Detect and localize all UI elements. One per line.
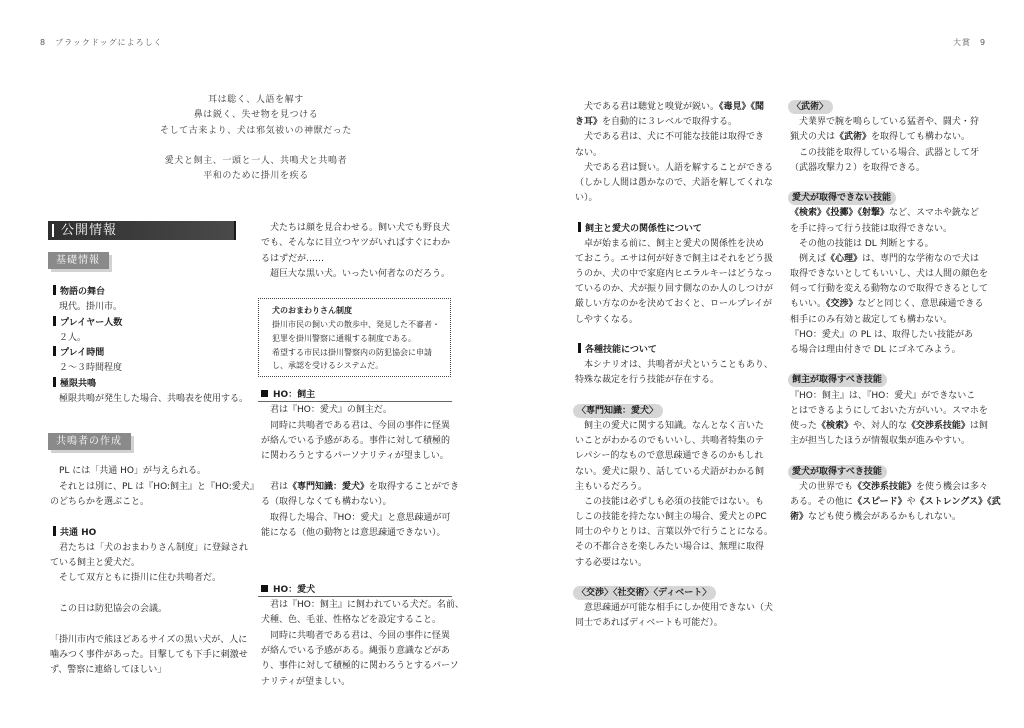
skill-tag: 愛犬が取得できない技能 [788,191,896,205]
paragraph [50,331,250,346]
subheading [50,285,250,300]
paragraph [575,237,775,343]
poem-line: 愛犬と飼主、一頭と一人、共鳴犬と共鳴者 [164,156,348,167]
text-line: り、事件に対して積極的に関わろうとするパーソ [261,661,459,672]
text-line: 噛みつく事件があった。目撃しても下手に刺激せ [50,649,248,660]
text-line: 『HO：飼主』は、『HO：愛犬』ができないこ [790,390,976,401]
text-line: 希望する市民は掛川警察内の防犯協会に申請 [272,347,432,357]
skill-tag-row [575,404,775,419]
intro-poem [130,93,382,185]
paragraph [575,100,775,222]
text-line: ているのか、犬が振り回す側なのか人のしつけが [575,284,774,295]
text-line: （しかし人間は愚かなので、犬語を解してくれな [575,177,773,188]
banner-stripe [52,224,54,237]
text-run: 猟犬の犬は [790,132,836,143]
subheading-text: プレイ時間 [60,348,105,359]
text-line: 特殊な裁定を行う技能が存在する。 [575,375,720,386]
skill-tag-row [790,100,990,115]
bold-term: き耳》 [575,117,603,128]
text-run: を使う機会は多々 [916,481,989,492]
skill-tag: 〈交渉〉〈社交術〉〈ディベート〉 [573,586,716,600]
paragraph [50,464,259,525]
text-line: ナリティが望ましい。 [261,676,351,687]
text-line: 伺って行動を変える動物なので取得できるとして [790,284,989,295]
text-line: 君は『HO：愛犬』の飼主だ。 [261,405,392,416]
text-line [575,328,775,343]
text-line: する必要はない。 [575,557,648,568]
heading-bar-icon [53,316,56,326]
heading-bar-icon [578,222,581,232]
section-title-banner [48,221,238,240]
skill-tag: 愛犬が取得すべき技能 [788,465,887,479]
subheading-text: 共通 HO [60,527,97,538]
running-title-left: ブラックドッグによろしく [55,38,163,47]
skill-tag: 飼主が取得すべき技能 [788,373,887,387]
text-line: 厳しい方なのかを決めておくと、ロールプレイが [575,299,773,310]
text-line: が絡んでいる予感がある。事件に対して積極的 [261,436,451,447]
paragraph [50,541,250,679]
text-line [575,100,775,115]
text-line [790,206,990,221]
subheading [50,377,250,392]
text-line: が絡んでいる予感がある。縄張り意識などがあ [261,645,451,656]
bold-term: 《専門知識：愛犬》 [288,481,370,492]
text-run: を取得することができ [369,481,460,492]
bold-term: 《ストレングス》《武 [915,496,1001,507]
text-line: 同時に共鳴者である君は、今回の事件に怪異 [261,630,451,641]
running-title-right: 大賞 [953,38,971,47]
text-line: しやすくなる。 [575,314,639,325]
text-line: 卓が始まる前に、飼主と愛犬の関係性を決め [575,238,765,249]
square-bullet-icon [261,585,268,592]
bold-term: 術》 [790,512,809,523]
skill-tag: 〈武術〉 [788,100,833,114]
text-run: などと同じく、意思疎通できる [857,299,984,310]
text-line [575,571,775,586]
subheading [575,343,775,358]
text-line: とはできるようにしておいた方がいい。スマホを [790,405,988,416]
text-line: ている飼主と愛犬だ。 [50,558,141,569]
poem-line [130,139,382,154]
bold-term: 《検索》《投擲》《射撃》 [790,208,890,219]
column-right-page-1 [575,100,775,632]
poem-line: 耳は聡く、人語を解す [208,95,304,105]
text-line: 極限共鳴が発生した場合、共鳴表を使用する。 [50,394,249,405]
paragraph [790,389,990,465]
column-left-page-1 [50,252,259,679]
bold-term: 《交渉系技能》 [906,420,970,431]
bold-term: 《毒見》《聞 [719,102,765,112]
text-run: 犬である君は聴覚と嗅覚が鋭い。 [575,102,720,112]
info-box-title: 犬のおまわりさん制度 [272,306,352,316]
text-line [50,617,250,632]
text-line: 犬業界で腕を鳴らしている猛者や、闘犬・狩 [790,117,979,128]
text-line: 主もいるだろう。 [575,481,648,492]
text-line: い）。 [575,193,598,204]
text-line: PL には「共通 HO」が与えられる。 [50,466,207,477]
text-run: 犬の世界でも [790,481,854,492]
text-line: ２～３時間程度 [50,363,123,374]
text-line: 相手にのみ有効と裁定しても構わない。 [790,314,953,325]
paragraph [50,392,250,407]
subheading [50,316,250,331]
bold-term: 《検索》 [817,420,854,431]
text-line: 同時に共鳴者である君は、今回の事件に怪異 [261,420,451,431]
text-line [790,449,990,464]
section-label: 共鳴者の作成 [48,433,131,450]
text-run: 使った [790,420,818,431]
skill-tag-row [575,586,775,601]
text-line: ておこう。エサは何が好きで飼主はそれをどう扱 [575,253,774,264]
text-line: 君は『HO：飼主』に飼われている犬だ。名前、 [261,600,464,611]
text-line: この日は防犯協会の会議。 [50,604,168,615]
text-run: や、対人的な [853,420,907,431]
text-line: でも、そんなに目立つヤツがいればすぐにわか [261,238,451,249]
paragraph [575,358,775,404]
text-line [575,115,775,130]
text-line: 同士であればディベートも可能だ）。 [575,618,723,629]
heading-bar-icon [53,377,56,387]
text-line: 主が担当したほうが情報収集が進みやすい。 [790,436,971,447]
bold-term: 《交渉系技能》 [853,481,917,492]
text-line: それとは別に、PL は『HO:飼主』と『HO:愛犬』 [50,481,259,492]
running-header-left [40,37,163,48]
bold-term: 《交渉》 [826,299,858,310]
text-line: いことがわかるのでもいいし、共鳴者特集のテ [575,436,765,447]
text-line: 本シナリオは、共鳴者が犬ということもあり、 [575,360,773,371]
text-line [790,130,990,145]
text-run: など、スマホや銃など [889,208,979,219]
text-line: レパシー的なもので意思疎通できるのかもしれ [575,451,764,462]
text-line: 掛川市民の飼い犬の散歩中、発見した不審者・ [272,319,440,329]
text-line [50,510,250,525]
text-line [790,176,990,191]
text-line [790,358,990,373]
text-line: し、承認を受けるシステムだ。 [272,361,384,371]
skill-tag-row [790,373,990,388]
text-run: 君は [261,481,289,492]
paragraph [790,206,990,373]
paragraph [790,480,1001,526]
square-bullet-icon [261,390,268,397]
handout-title: HO：飼主 [273,390,316,401]
text-line: 取得できないとしてもいいし、犬は人間の顔色を [790,269,989,280]
text-line: に関わろうとするパーソナリティが望ましい。 [261,451,449,462]
text-line: 取得した場合、『HO：愛犬』と意思疎通が可 [261,512,451,523]
text-line: 同士のやりとりは、言葉以外で行うことになる。 [575,527,774,538]
text-line: 超巨大な黒い犬。いったい何者なのだろう。 [261,268,451,279]
subheading-text: 極限共鳴 [60,378,97,389]
text-line: 飼主の愛犬に関する知識。なんとなく言いた [575,420,765,431]
text-line: （武器攻撃力２）を取得できる。 [790,162,926,173]
text-run: は、専門的な学術なので犬は [862,253,980,264]
heading-bar-icon [578,343,581,353]
paragraph [261,598,464,690]
text-line [261,556,451,571]
text-line [50,587,250,602]
text-line: この技能は必ずしも必須の技能ではない。も [575,496,765,507]
text-line: 『HO：愛犬』の PL は、取得したい技能があ [790,329,974,340]
handout-heading [261,388,451,403]
page-number-left: 8 [40,38,47,47]
text-line: その不都合さを楽しみたい場合は、無理に取得 [575,542,765,553]
section-label: 基礎情報 [48,252,109,269]
section-title: 公開情報 [61,223,118,238]
text-line: 君たちは「犬のおまわりさん制度」に登録され [50,542,249,553]
subheading-text: 物語の舞台 [60,287,106,297]
text-line [790,480,990,495]
text-line: ない。 [575,147,603,158]
text-line [261,465,451,480]
running-header-right [953,37,986,48]
poem-line: 平和のために掛川を疾る [203,171,309,182]
text-run: なども使う機会があるかもしれない。 [808,512,962,523]
skill-tag-row [790,465,990,480]
poem-line: そして古来より、犬は邪気祓いの神獣だった [159,125,352,136]
text-line [790,252,990,267]
text-line: る（取得しなくても構わない）。 [261,497,392,508]
text-run: ある。その他に [790,496,854,507]
text-line: その他の技能は DL 判断とする。 [790,238,934,249]
text-line [790,419,990,434]
paragraph [575,419,775,586]
bold-term: 《心理》 [826,253,863,264]
column-right-page-2 [790,100,1001,525]
text-line: 犬たちは顔を見合わせる。飼い犬でも野良犬 [261,223,451,233]
text-line: そして双方ともに掛川に住む共鳴者だ。 [50,573,222,584]
subheading [575,222,775,237]
text-line: 「掛川市内で熊ほどあるサイズの黒い犬が、人に [50,634,248,645]
text-line [575,206,775,221]
text-line: しこの技能を持たない飼主の場合、愛犬とのPC [575,512,767,523]
text-line: うのか、犬の中で家庭内ヒエラルキーはどうなっ [575,269,773,280]
paragraph [50,300,250,315]
bold-term: 《武術》 [835,132,872,143]
text-line: 犬である君は賢い。人語を解することができる [575,162,774,173]
text-line: を手に持って行う技能は取得できない。 [790,223,953,234]
bold-term: 《スピード》 [853,496,907,507]
heading-bar-icon [53,526,56,536]
skill-tag: 〈専門知識：愛犬〉 [573,404,663,418]
text-run: や [906,496,916,507]
subheading-text: 飼主と愛犬の関係性について [585,223,702,234]
text-line [790,297,990,312]
text-line: 能になる（他の動物とは意思疎通できない）。 [261,527,446,538]
poem-line: 鼻は鋭く、失せ物を見つける [193,110,319,121]
paragraph [261,403,460,571]
paragraph [790,115,990,191]
paragraph [575,601,775,631]
text-line: 犬である君は、犬に不可能な技能は取得でき [575,132,765,143]
text-run: もいい。 [790,299,827,310]
text-line [790,510,990,525]
skill-tag-row [790,191,990,206]
text-line: 犯罪を掛川警察に通報する制度である。 [272,333,416,343]
column-left-page-2 [261,221,464,690]
text-run: を自動的に３レベルで取得する。 [602,117,738,128]
heading-bar-icon [53,285,56,295]
text-line [261,480,460,495]
subheading [50,346,250,361]
text-line: この技能を取得している場合、武器として牙 [790,147,980,158]
heading-bar-icon [53,346,56,356]
text-line: 犬種、色、毛並、性格などを設定すること。 [261,615,442,626]
text-line: のどちらかを選ぶこと。 [50,496,150,507]
subheading-text: プレイヤー人数 [60,317,123,328]
info-box [258,298,451,377]
text-line: ず、警察に連絡してほしい」 [50,665,167,676]
text-line: 意思疎通が可能な相手にしか使用できない（犬 [575,603,774,614]
handout-title: HO：愛犬 [273,584,316,595]
text-line: 現代。掛川市。 [50,302,123,313]
subheading [50,526,250,541]
text-run: は飼 [969,420,988,431]
page-number-right: 9 [980,38,987,47]
subheading-text: 各種技能について [585,345,657,355]
text-line [261,541,451,556]
text-line: ない。愛犬に限り、話している犬語がわかる飼 [575,466,765,477]
text-run: 例えば [790,253,827,264]
text-line: ２人。 [50,332,87,343]
text-line [790,495,1001,510]
text-line: る場合は理由付きで DL にゴネてみよう。 [790,345,961,355]
paragraph [50,361,250,376]
handout-heading [261,583,451,598]
text-line [575,389,775,404]
paragraph [261,221,451,282]
text-line: るはずだが…… [261,253,325,264]
text-run: を取得しても構わない。 [871,132,971,143]
